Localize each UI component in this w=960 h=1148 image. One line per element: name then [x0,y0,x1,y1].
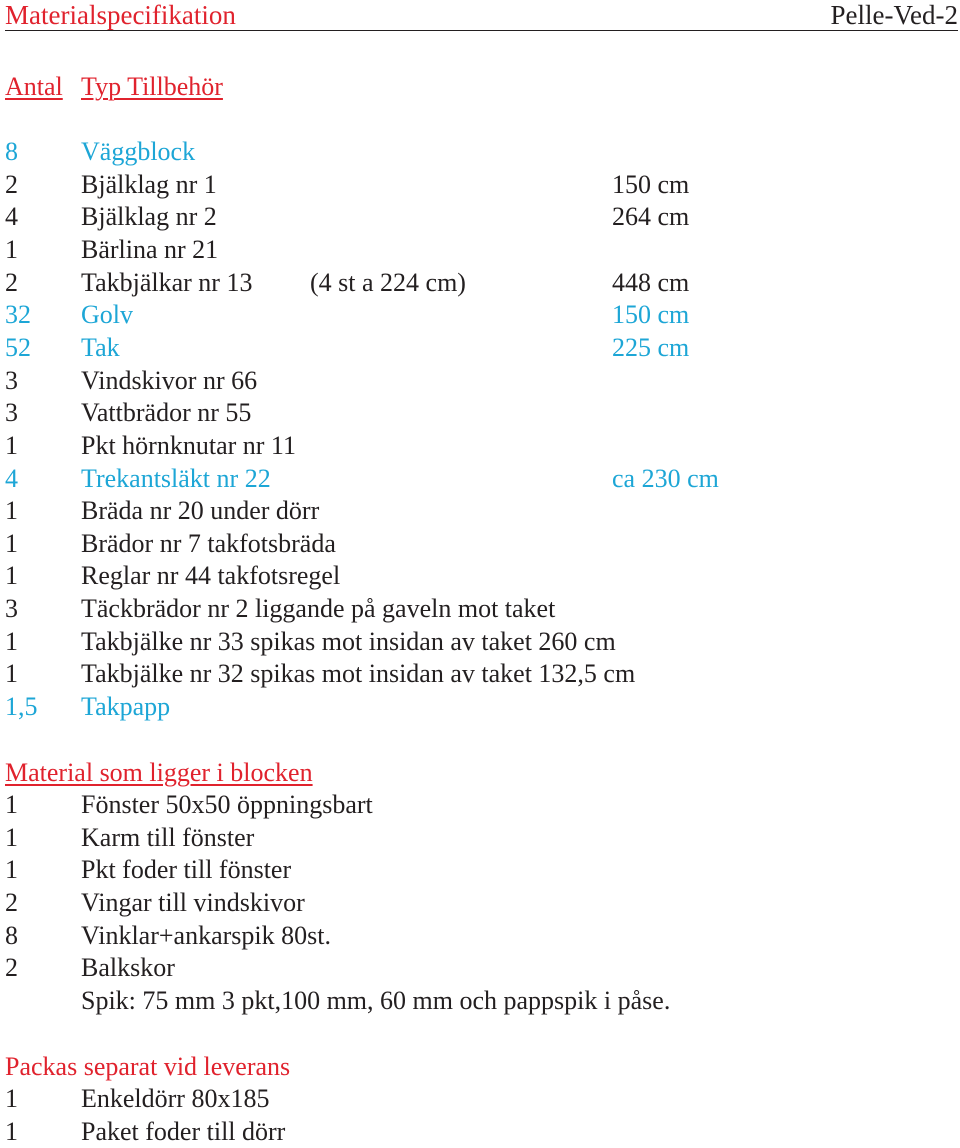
list-item [0,267,960,299]
list-item [0,299,960,331]
list-item [0,528,960,560]
list-item [0,887,960,919]
item-qty: 2 [5,953,18,983]
list-item [0,201,960,233]
list-item [0,234,960,266]
item-name: Vindskivor nr 66 [81,365,258,395]
item-name: Takbjälke nr 32 spikas mot insidan av taket 132,5 cm [81,659,636,689]
item-qty: 2 [5,267,18,297]
item-name: Vinklar+ankarspik 80st. [81,920,331,950]
item-qty: 1 [5,790,18,819]
item-qty: 1 [5,855,18,885]
list-item [0,136,960,168]
list-item [0,1083,960,1115]
item-name: Enkeldörr 80x185 [81,1084,270,1113]
item-qty: 4 [5,202,18,232]
item-qty: 1 [5,822,18,852]
item-name: Bräda nr 20 under dörr [81,496,320,526]
item-name: Pkt foder till fönster [81,855,292,885]
item-qty: 2 [5,887,18,917]
item-name: Karm till fönster [81,822,255,852]
item-qty: 2 [5,169,18,199]
item-qty: 3 [5,365,18,395]
item-name: Fönster 50x50 öppningsbart [81,790,373,819]
list-item [0,985,960,1017]
item-qty: 8 [5,920,18,950]
item-name: Bjälklag nr 1 [81,169,217,199]
item-qty: 1 [5,234,18,264]
item-qty: 1 [5,1116,18,1146]
item-qty: 8 [5,137,18,166]
list-item [0,952,960,984]
item-length: 225 cm [612,332,690,362]
item-name: Bärlina nr 21 [81,234,219,264]
item-qty: 1 [5,659,18,689]
item-name: Vattbrädor nr 55 [81,398,252,428]
list-item [0,430,960,462]
item-length: 150 cm [612,169,690,199]
item-name: Takbjälke nr 33 spikas mot insidan av taket 260 cm [81,626,616,656]
item-note: (4 st a 224 cm) [310,267,466,297]
item-qty: 4 [5,463,18,493]
item-name: Brädor nr 7 takfotsbräda [81,528,336,558]
item-qty: 1 [5,496,18,526]
item-qty: 1 [5,430,18,460]
item-name: Balkskor [81,953,175,983]
item-name: Takbjälkar nr 13 [81,267,253,297]
column-header-qty: Antal [5,72,63,101]
list-item [0,691,960,723]
list-item [0,463,960,495]
list-item [0,1116,960,1148]
item-name: Vingar till vindskivor [81,887,305,917]
list-item [0,920,960,952]
item-name: Bjälklag nr 2 [81,202,217,232]
column-header-type: Typ Tillbehör [81,72,223,101]
product-code: Pelle-Ved-2 [830,0,958,30]
list-item [0,495,960,527]
item-length: 150 cm [612,300,690,330]
item-name: Täckbrädor nr 2 liggande på gaveln mot taket [81,594,556,624]
list-item [0,169,960,201]
list-item [0,658,960,690]
list-item [0,560,960,592]
item-qty: 32 [5,300,31,330]
item-name: Reglar nr 44 takfotsregel [81,561,341,591]
item-name: Pkt hörnknutar nr 11 [81,430,296,460]
item-qty: 3 [5,398,18,428]
list-item [0,365,960,397]
list-item [0,397,960,429]
item-name: Paket foder till dörr [81,1116,286,1146]
item-qty: 52 [5,332,31,362]
item-qty: 1 [5,528,18,558]
item-qty: 1 [5,626,18,656]
list-item [0,332,960,364]
page-header [5,0,958,31]
item-qty: 3 [5,594,18,624]
item-qty: 1,5 [5,692,38,722]
item-length: ca 230 cm [612,463,719,493]
page-title: Materialspecifikation [5,0,236,30]
section-title-separate: Packas separat vid leverans [5,1052,291,1081]
item-length: 448 cm [612,267,690,297]
list-item [0,854,960,886]
item-name: Takpapp [81,692,171,722]
list-item [0,593,960,625]
list-item [0,822,960,854]
item-name: Väggblock [81,137,196,166]
item-qty: 1 [5,561,18,591]
list-item [0,626,960,658]
item-name: Trekantsläkt nr 22 [81,463,271,493]
list-item [0,789,960,821]
item-qty: 1 [5,1084,18,1113]
item-name: Golv [81,300,133,330]
section-title-block-material: Material som ligger i blocken [5,758,313,787]
item-name: Spik: 75 mm 3 pkt,100 mm, 60 mm och pappspik i påse. [81,985,671,1015]
item-length: 264 cm [612,202,690,232]
item-name: Tak [81,332,120,362]
